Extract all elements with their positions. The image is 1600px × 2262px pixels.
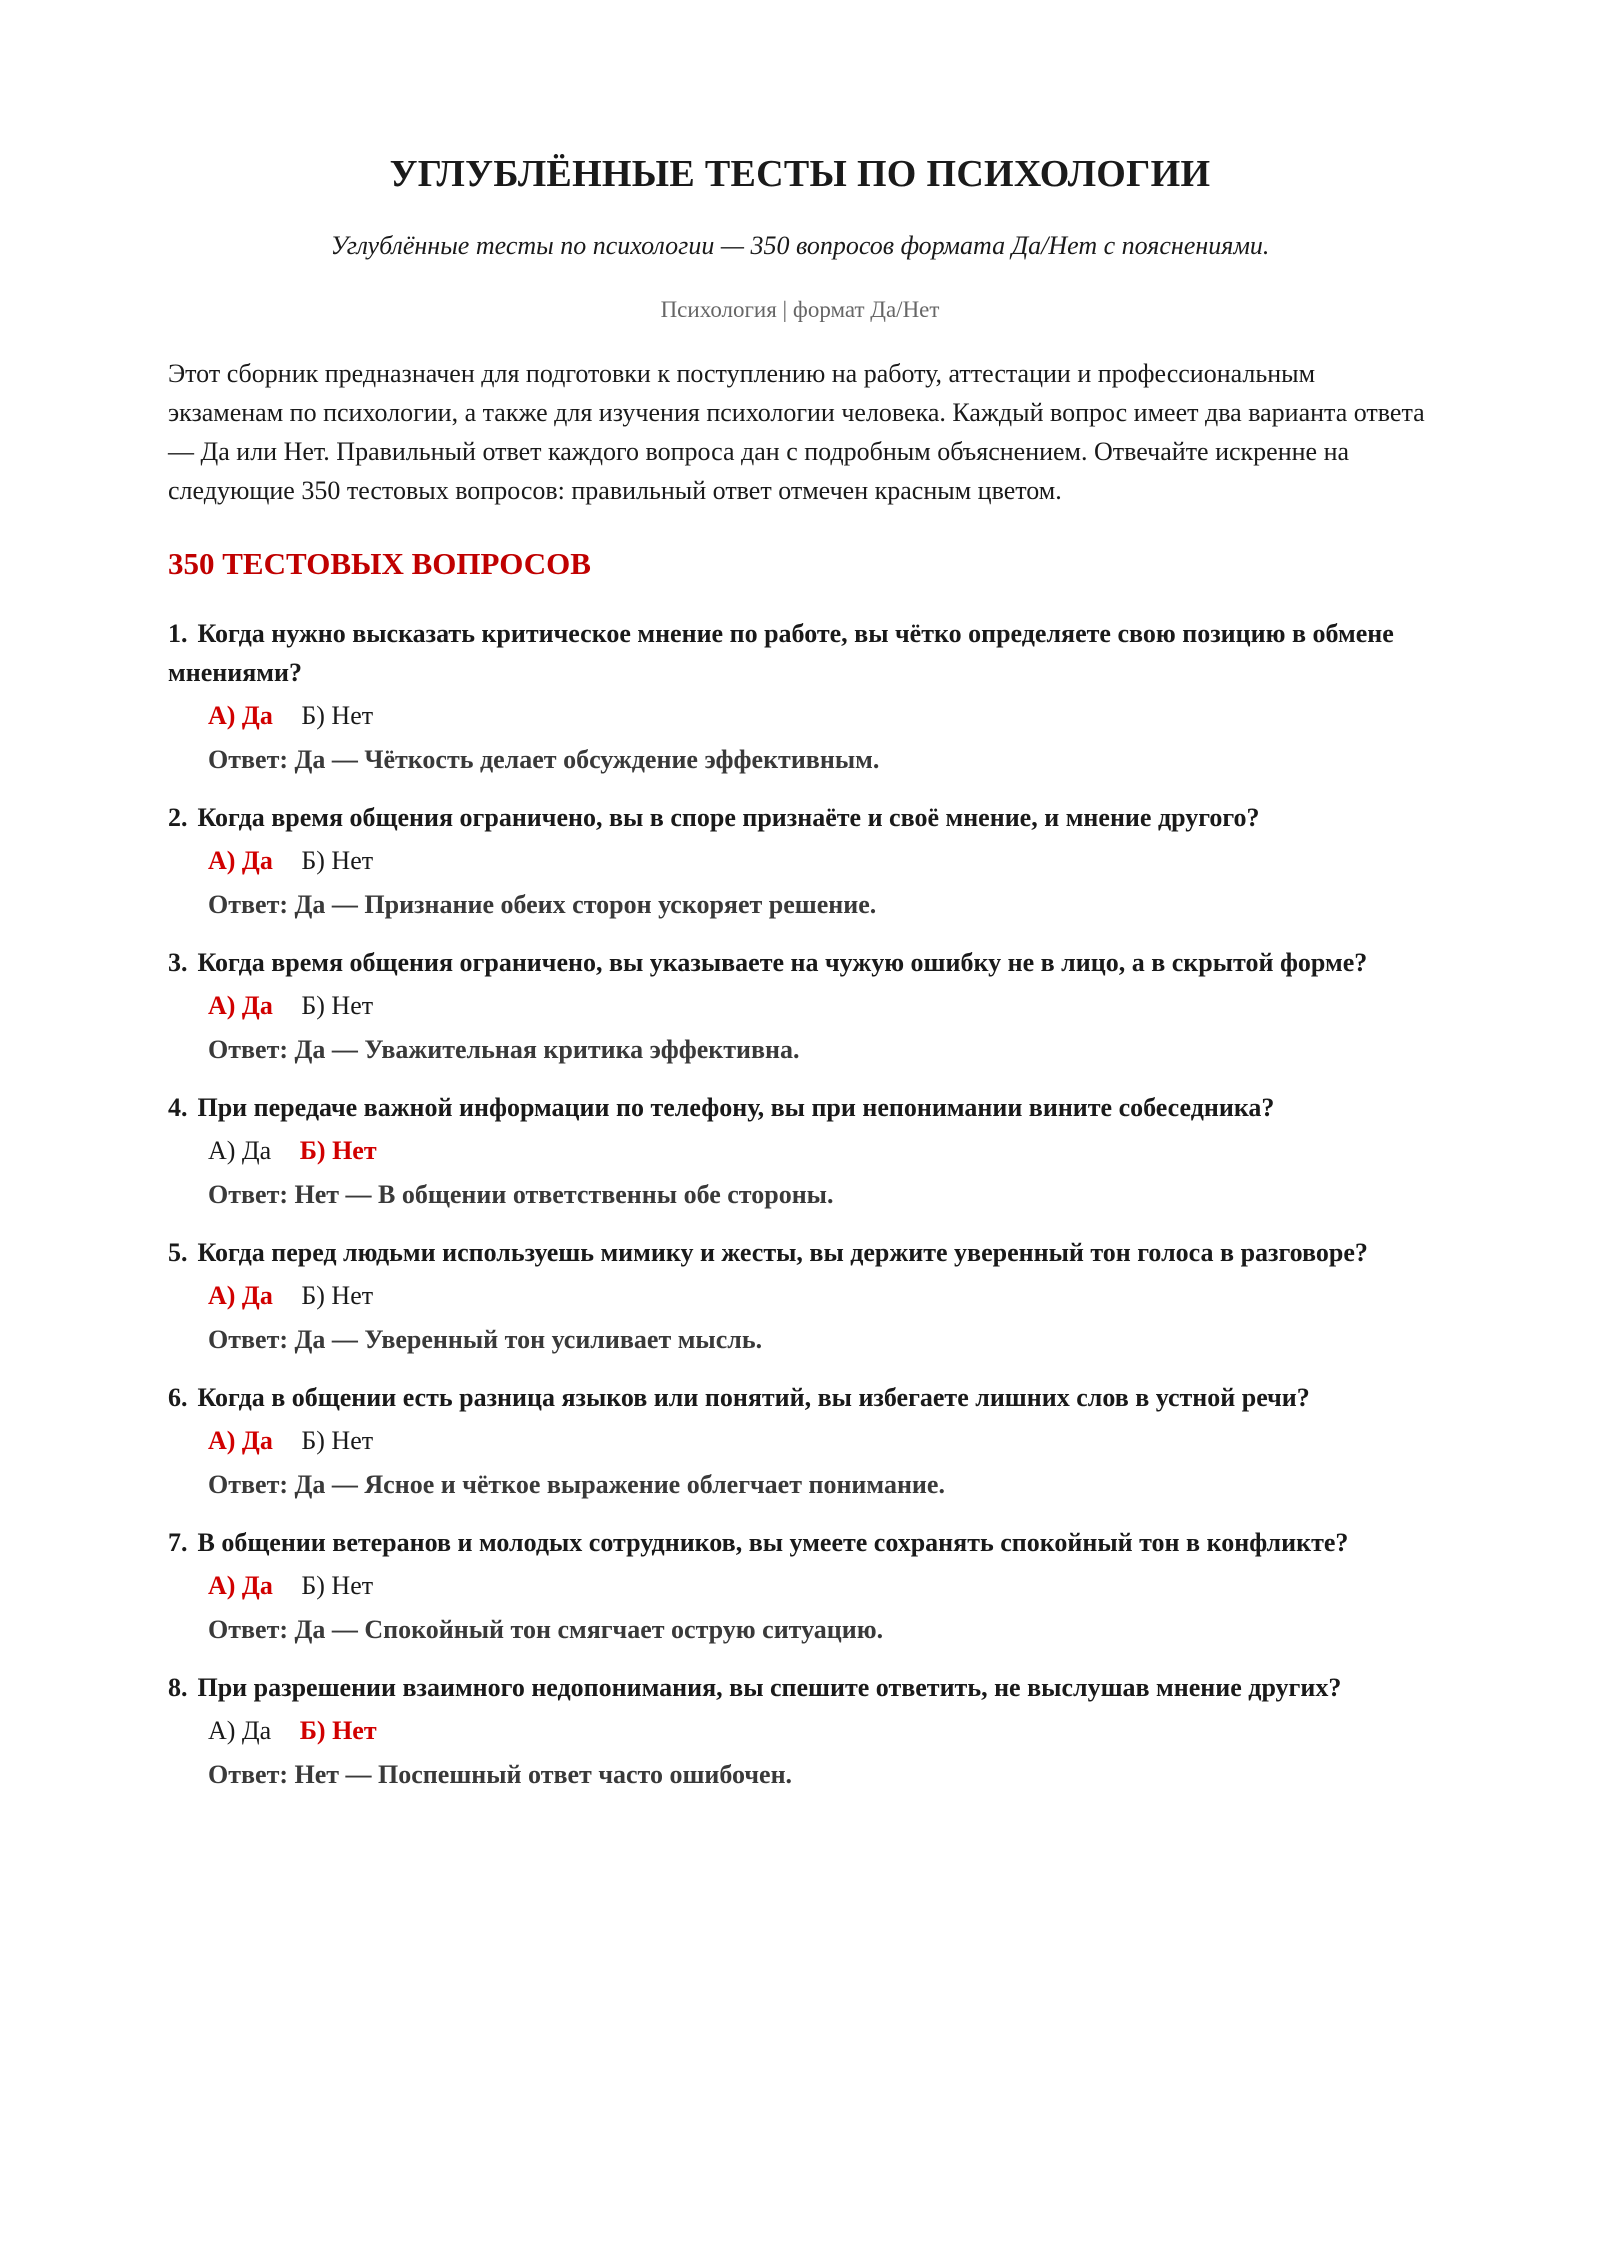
option-b[interactable]: Б) Нет [301,846,374,875]
question-text [168,1088,1432,1127]
question-text [168,943,1432,982]
question-body: Когда в общении есть разница языков или понятий, вы избегаете лишних слов в устной речи? [197,1383,1310,1412]
question-number: 4. [168,1093,188,1122]
question-options [168,1131,1432,1171]
question-text [168,1668,1432,1707]
question-options [168,841,1432,881]
question-item [168,943,1432,1070]
question-options [168,1566,1432,1606]
question-text [168,1378,1432,1417]
question-item [168,1088,1432,1215]
option-b[interactable]: Б) Нет [301,1281,374,1310]
option-b[interactable]: Б) Нет [301,701,374,730]
question-text [168,1233,1432,1272]
question-number: 7. [168,1528,188,1557]
question-options [168,696,1432,736]
question-text [168,798,1432,837]
option-b[interactable]: Б) Нет [301,1426,374,1455]
question-item [168,798,1432,925]
question-body: При передаче важной информации по телефону, вы при непонимании вините собеседника? [197,1093,1275,1122]
question-list [168,614,1432,1795]
option-b[interactable]: Б) Нет [299,1136,377,1165]
question-body: Когда время общения ограничено, вы указываете на чужую ошибку не в лицо, а в скрытой форме? [197,948,1368,977]
answer-explanation: Ответ: Да — Чёткость делает обсуждение эффективным. [208,745,880,774]
question-number: 2. [168,803,188,832]
option-b[interactable]: Б) Нет [301,991,374,1020]
option-a[interactable]: А) Да [208,701,273,730]
answer-explanation: Ответ: Да — Уважительная критика эффективна. [208,1035,800,1064]
document-intro: Этот сборник предназначен для подготовки к поступлению на работу, аттестации и профессиональным экзаменам по психологии, а также для изучения психологии человека. Каждый вопрос имеет два варианта ответа — Да или Нет. Правильный ответ каждого вопроса дан с подробным объяснением. Отвечайте искренне на следующие 350 тестовых вопросов: правильный ответ отмечен красным цветом. [168,359,1425,505]
option-a[interactable]: А) Да [208,1136,272,1165]
section-heading: 350 ТЕСТОВЫХ ВОПРОСОВ [168,546,591,581]
question-options [168,1711,1432,1751]
option-a[interactable]: А) Да [208,1716,272,1745]
option-a[interactable]: А) Да [208,1571,273,1600]
option-a[interactable]: А) Да [208,1426,273,1455]
question-item [168,1233,1432,1360]
answer-explanation: Ответ: Да — Уверенный тон усиливает мысль. [208,1325,763,1354]
option-b[interactable]: Б) Нет [299,1716,377,1745]
question-number: 8. [168,1673,188,1702]
question-item [168,1378,1432,1505]
question-body: Когда время общения ограничено, вы в споре признаёте и своё мнение, и мнение другого? [197,803,1260,832]
document-meta: Психология | формат Да/Нет [660,297,940,322]
question-options [168,1421,1432,1461]
document-subtitle: Углублённые тесты по психологии — 350 вопросов формата Да/Нет с пояснениями. [330,231,1270,260]
question-body: При разрешении взаимного недопонимания, вы спешите ответить, не выслушав мнение других? [197,1673,1342,1702]
document-title: УГЛУБЛЁННЫЕ ТЕСТЫ ПО ПСИХОЛОГИИ [389,153,1211,195]
question-body: Когда перед людьми используешь мимику и жесты, вы держите уверенный тон голоса в разговоре? [197,1238,1368,1267]
question-text [168,1523,1432,1562]
question-number: 3. [168,948,188,977]
option-a[interactable]: А) Да [208,1281,273,1310]
question-item [168,614,1432,780]
option-a[interactable]: А) Да [208,991,273,1020]
answer-explanation: Ответ: Да — Ясное и чёткое выражение облегчает понимание. [208,1470,945,1499]
question-item [168,1668,1432,1795]
question-number: 5. [168,1238,188,1267]
question-text [168,614,1432,692]
option-a[interactable]: А) Да [208,846,273,875]
option-b[interactable]: Б) Нет [301,1571,374,1600]
question-number: 6. [168,1383,188,1412]
answer-explanation: Ответ: Да — Спокойный тон смягчает острую ситуацию. [208,1615,884,1644]
question-number: 1. [168,619,188,648]
question-body: Когда нужно высказать критическое мнение по работе, вы чётко определяете свою позицию в обмене мнениями? [168,619,1394,687]
answer-explanation: Ответ: Нет — Поспешный ответ часто ошибочен. [208,1760,793,1789]
question-options [168,1276,1432,1316]
question-body: В общении ветеранов и молодых сотрудников, вы умеете сохранять спокойный тон в конфликте? [197,1528,1349,1557]
answer-explanation: Ответ: Да — Признание обеих сторон ускоряет решение. [208,890,877,919]
answer-explanation: Ответ: Нет — В общении ответственны обе стороны. [208,1180,834,1209]
question-options [168,986,1432,1026]
question-item [168,1523,1432,1650]
